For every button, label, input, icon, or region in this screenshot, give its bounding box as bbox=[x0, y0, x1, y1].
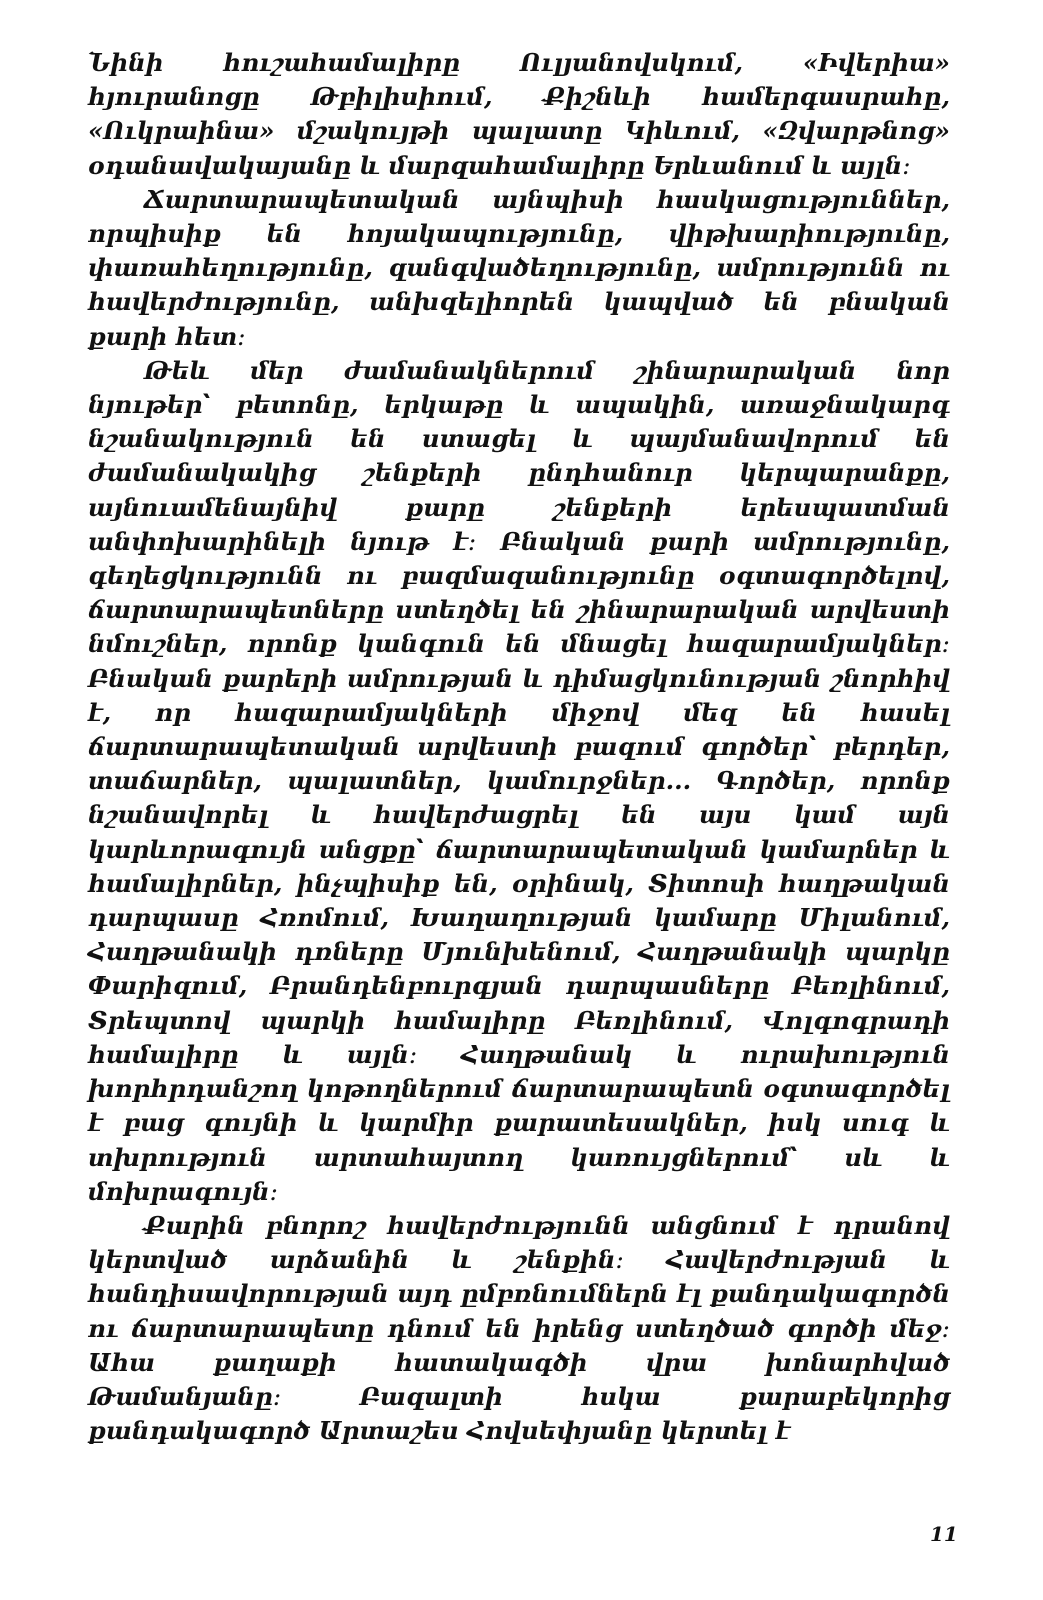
paragraph-1: Նինի հուշահամալիրը Ուլյանովսկում, «Իվերիա» հյուրանոցը Թբիլիսիում, Քիշնևի համերգասրահը, «Ուկրաինա» մշակույթի պալատը Կիևում, «Զվարթնոց» օդանավակայանը և մարզահամալիրը Երևանում և այլն։ bbox=[88, 48, 950, 180]
body-text bbox=[88, 46, 950, 1448]
page-number: 11 bbox=[930, 1522, 958, 1546]
paragraph-2: Ճարտարապետական այնպիսի հասկացություններ, որպիսիք են հոյակապությունը, վիթխարիությունը, փառահեղությունը, զանգվածեղությունը, ամրությունն ու հավերժությունը, անխզելիորեն կապված են բնական քարի հետ։ bbox=[88, 184, 950, 351]
paragraph-3: Թեև մեր ժամանակներում շինարարական նոր նյութեր՝ բետոնը, երկաթը և ապակին, առաջնակարգ նշանակություն են ստացել և պայմանավորում են ժամանակակից շենքերի ընդհանուր կերպարանքը, այնուամենայնիվ քարը շենքերի երեսպատման անփոխարինելի նյութ է։ Բնական քարի ամրությունը, գեղեցկությունն ու բազմազանությունը օգտագործելով, ճարտարապետները ստեղծել են շինարարական արվեստի նմուշներ, որոնք կանգուն են մնացել հազարամյակներ։ Բնական քարերի ամրության և դիմացկունության շնորհիվ է, որ հազարամյակների միջով մեզ են հասել ճարտարապետական արվեստի բազում գործեր՝ բերդեր, տաճարներ, պալատներ, կամուրջներ... Գործեր, որոնք նշանավորել և հավերժացրել են այս կամ այն կարևորագույն անցքը՝ ճարտարապետական կամարներ և համալիրներ, ինչպիսիք են, օրինակ, Տիտոսի հաղթական դարպասը Հռոմում, Խաղաղության կամարը Միլանում, Հաղթանակի դռները Մյունխենում, Հաղթանակի պարկը Փարիզում, Բրանդենբուրգյան դարպասները Բեռլինում, Տրեպտով պարկի համալիրը Բեռլինում, Վոլգոգրադի համալիրը և այլն։ Հաղթանակ և ուրախություն խորհրդանշող կոթողներում ճարտարապետն օգտագործել է բաց գույնի և կարմիր քարատեսակներ, իսկ սուգ և տխրություն արտահայտող կառույցներում՝ սև և մոխրագույն։ bbox=[88, 355, 950, 1206]
paragraph-4: Քարին բնորոշ հավերժությունն անցնում է դրանով կերտված արձանին և շենքին։ Հավերժության և հանդիսավորության այդ ըմբռնումներն էլ քանդակագործն ու ճարտարապետը դնում են իրենց ստեղծած գործի մեջ։ Ահա քաղաքի հատակագծի վրա խոնարհված Թամանյանը։ Բազալտի հսկա քարաբեկորից քանդակագործ Արտաշես Հովսեփյանը կերտել է bbox=[88, 1210, 950, 1446]
